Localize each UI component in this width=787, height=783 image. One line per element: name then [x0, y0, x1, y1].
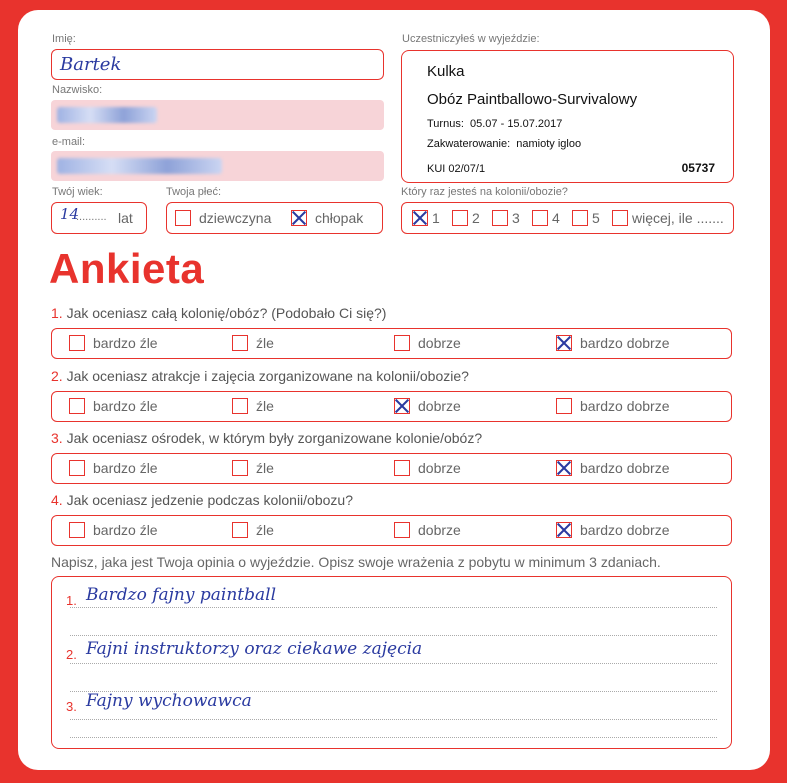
turnus-value: 05.07 - 15.07.2017 [470, 118, 563, 130]
ktory-raz-label: Który raz jesteś na kolonii/obozie? [401, 186, 568, 198]
rating-option[interactable] [556, 460, 670, 476]
opinion-num-3: 3. [66, 699, 77, 714]
ktory-raz-option-5[interactable] [572, 210, 600, 226]
opinion-line [70, 607, 717, 608]
chlopak-checkbox[interactable] [291, 210, 307, 226]
raz-1-label: 1 [432, 210, 440, 226]
question-2-options [51, 391, 732, 422]
rating-label: bardzo źle [93, 398, 158, 414]
ktory-raz-option-1[interactable] [412, 210, 440, 226]
rating-checkbox[interactable] [394, 522, 410, 538]
rating-label: bardzo dobrze [580, 460, 670, 476]
rating-checkbox[interactable] [394, 335, 410, 351]
rating-checkbox[interactable] [232, 335, 248, 351]
raz-wiecej-label: więcej, ile ....... [632, 210, 724, 226]
opinion-box[interactable] [51, 576, 732, 749]
opinion-num-2: 2. [66, 647, 77, 662]
rating-option[interactable] [69, 522, 158, 538]
rating-checkbox[interactable] [69, 335, 85, 351]
email-field[interactable] [51, 151, 384, 181]
rating-label: dobrze [418, 335, 461, 351]
question-label: Jak oceniasz jedzenie podczas kolonii/obozu? [66, 492, 353, 508]
rating-label: bardzo źle [93, 460, 158, 476]
opinion-line [70, 635, 717, 636]
card-code: KUI 02/07/1 [427, 163, 486, 175]
raz-wiecej-checkbox[interactable] [612, 210, 628, 226]
rating-option[interactable] [394, 522, 461, 538]
question-label: Jak oceniasz atrakcje i zajęcia zorganizowane na kolonii/obozie? [66, 368, 469, 384]
rating-label: bardzo dobrze [580, 335, 670, 351]
chlopak-label: chłopak [315, 210, 364, 226]
rating-option[interactable] [69, 460, 158, 476]
rating-label: bardzo dobrze [580, 522, 670, 538]
wiek-unit: lat [118, 210, 133, 226]
nazwisko-field[interactable] [51, 100, 384, 130]
rating-label: źle [256, 398, 274, 414]
question-number: 3. [51, 430, 63, 446]
plec-option-chlopak[interactable] [291, 210, 363, 226]
opinion-text-1: Bardzo fajny paintball [86, 585, 277, 605]
rating-option[interactable] [232, 460, 274, 476]
plec-field [166, 202, 383, 234]
email-redacted [57, 158, 222, 174]
raz-1-checkbox[interactable] [412, 210, 428, 226]
survey-title: Ankieta [49, 245, 205, 292]
rating-checkbox[interactable] [394, 398, 410, 414]
rating-option[interactable] [556, 398, 670, 414]
dziewczyna-checkbox[interactable] [175, 210, 191, 226]
rating-checkbox[interactable] [69, 522, 85, 538]
rating-option[interactable] [556, 522, 670, 538]
card-line1: Kulka [427, 63, 465, 80]
wiek-field[interactable] [51, 202, 147, 234]
zakwaterowanie-value: namioty igloo [516, 138, 582, 150]
question-3-options [51, 453, 732, 484]
rating-label: bardzo dobrze [580, 398, 670, 414]
rating-checkbox[interactable] [394, 460, 410, 476]
rating-label: źle [256, 522, 274, 538]
rating-checkbox[interactable] [232, 460, 248, 476]
opinion-num-1: 1. [66, 593, 77, 608]
raz-4-checkbox[interactable] [532, 210, 548, 226]
rating-option[interactable] [232, 398, 274, 414]
ktory-raz-field [401, 202, 734, 234]
opinion-line [70, 737, 717, 738]
card-turnus [427, 118, 562, 130]
question-3-text [51, 430, 482, 446]
question-4-text [51, 492, 353, 508]
opinion-text-2: Fajni instruktorzy oraz ciekawe zajęcia [86, 639, 423, 659]
raz-2-label: 2 [472, 210, 480, 226]
raz-3-label: 3 [512, 210, 520, 226]
ktory-raz-option-2[interactable] [452, 210, 480, 226]
rating-option[interactable] [556, 335, 670, 351]
rating-option[interactable] [394, 460, 461, 476]
turnus-label: Turnus: [427, 118, 464, 130]
rating-label: bardzo źle [93, 522, 158, 538]
rating-checkbox[interactable] [232, 398, 248, 414]
rating-label: dobrze [418, 522, 461, 538]
wiek-label: Twój wiek: [52, 186, 103, 198]
plec-option-dziewczyna[interactable] [175, 210, 271, 226]
rating-label: źle [256, 460, 274, 476]
rating-label: dobrze [418, 460, 461, 476]
rating-checkbox[interactable] [232, 522, 248, 538]
opinion-line [70, 719, 717, 720]
rating-checkbox[interactable] [69, 398, 85, 414]
rating-option[interactable] [394, 335, 461, 351]
rating-option[interactable] [69, 335, 158, 351]
rating-option[interactable] [394, 398, 461, 414]
card-line2: Obóz Paintballowo-Survivalowy [427, 91, 638, 108]
question-1-text [51, 305, 386, 321]
question-label: Jak oceniasz ośrodek, w którym były zorganizowane kolonie/obóz? [66, 430, 483, 446]
rating-option[interactable] [69, 398, 158, 414]
rating-option[interactable] [232, 335, 274, 351]
card-number: 05737 [681, 161, 715, 175]
opinion-text-3: Fajny wychowawca [86, 691, 252, 711]
question-2-text [51, 368, 469, 384]
turnus-card [401, 50, 734, 183]
card-zakwaterowanie [427, 138, 581, 150]
question-label: Jak oceniasz całą kolonię/obóz? (Podobało Ci się?) [66, 305, 387, 321]
question-number: 1. [51, 305, 63, 321]
wiek-dots: .......... [76, 211, 107, 223]
raz-5-label: 5 [592, 210, 600, 226]
zakwaterowanie-label: Zakwaterowanie: [427, 138, 511, 150]
email-label: e-mail: [52, 136, 86, 148]
rating-checkbox[interactable] [556, 398, 572, 414]
rating-label: dobrze [418, 398, 461, 414]
imie-value: Bartek [60, 54, 122, 75]
question-1-options [51, 328, 732, 359]
raz-3-checkbox[interactable] [492, 210, 508, 226]
ktory-raz-option-4[interactable] [532, 210, 560, 226]
raz-5-checkbox[interactable] [572, 210, 588, 226]
raz-4-label: 4 [552, 210, 560, 226]
rating-checkbox[interactable] [556, 335, 572, 351]
question-number: 4. [51, 492, 63, 508]
question-4-options [51, 515, 732, 546]
nazwisko-redacted [57, 107, 157, 123]
ktory-raz-option-wiecej[interactable] [612, 210, 724, 226]
plec-label: Twoja płeć: [166, 186, 222, 198]
opinion-line [70, 663, 717, 664]
raz-2-checkbox[interactable] [452, 210, 468, 226]
imie-label: Imię: [52, 33, 76, 45]
imie-field[interactable] [51, 49, 384, 80]
rating-option[interactable] [232, 522, 274, 538]
question-number: 2. [51, 368, 63, 384]
dziewczyna-label: dziewczyna [199, 210, 272, 226]
rating-checkbox[interactable] [69, 460, 85, 476]
rating-label: bardzo źle [93, 335, 158, 351]
nazwisko-label: Nazwisko: [52, 84, 103, 96]
ktory-raz-option-3[interactable] [492, 210, 520, 226]
wiek-value: 14 [60, 205, 80, 223]
rating-checkbox[interactable] [556, 522, 572, 538]
opinion-prompt: Napisz, jaka jest Twoja opinia o wyjeździe. Opisz swoje wrażenia z pobytu w minimum 3 zdaniach. [51, 554, 661, 570]
uczestnik-label: Uczestniczyłeś w wyjeździe: [402, 33, 540, 45]
rating-label: źle [256, 335, 274, 351]
rating-checkbox[interactable] [556, 460, 572, 476]
